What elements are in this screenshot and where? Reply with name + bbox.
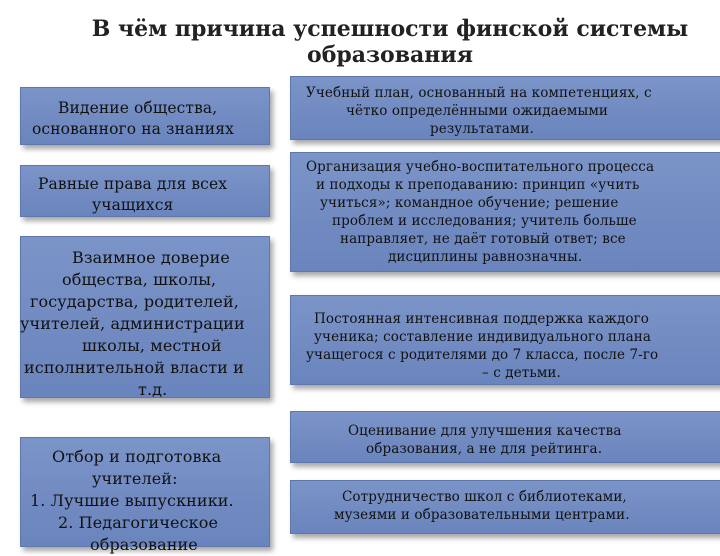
text-mutual-trust: Взаимное доверие общества, школы, государства, родителей, учителей, администрации школы, местной исполнительной власти и т.д. [20, 248, 245, 399]
text-knowledge-society: Видение общества, основанного на знаниях [32, 99, 234, 138]
text-teacher-selection: Отбор и подготовка учителей: 1. Лучшие выпускники. 2. Педагогическое образование [30, 447, 234, 554]
title-line-1: В чём причина успешности финской системы [91, 16, 689, 42]
text-learning-organization: Организация учебно-воспитательного процесса и подходы к преподаванию: принцип «учить учиться»; командное обучение; решение проблем и исследования; учитель больше направляет, не даёт готовый ответ; все дисциплины равнозначны. [306, 159, 655, 265]
title-line-2: образования [307, 42, 473, 68]
text-student-support: Постоянная интенсивная поддержка каждого ученика; составление индивидуального плана учащегося с родителями до 7 класса, после 7-го – с детьми. [306, 311, 659, 381]
text-equal-rights: Равные права для всех учащихся [38, 175, 228, 214]
text-assessment: Оценивание для улучшения качества образования, а не для рейтинга. [348, 423, 622, 457]
text-cooperation: Сотрудничество школ с библиотеками, музеями и образовательными центрами. [334, 489, 630, 523]
text-curriculum: Учебный план, основанный на компетенциях, с чётко определёнными ожидаемыми результатами. [306, 85, 652, 137]
slide-title [90, 16, 690, 68]
